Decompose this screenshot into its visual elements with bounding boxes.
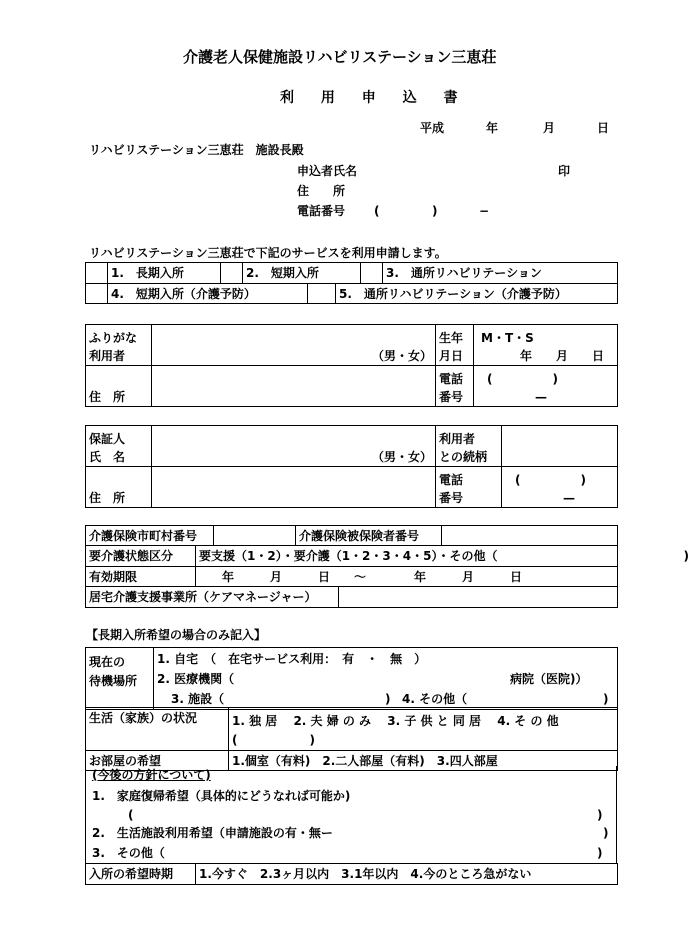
service-checkbox-5[interactable] — [308, 284, 336, 304]
phone-paren-open: ( — [374, 204, 380, 218]
policy-home-return[interactable]: 1. 家庭復帰希望（具体的にどうなれば可能か) — [92, 789, 351, 803]
furigana-label: ふりがな — [89, 331, 138, 345]
policy3-close: ) — [597, 846, 603, 860]
room-options[interactable]: 1.個室（有料) 2.二人部屋（有料) 3.四人部屋 — [229, 751, 618, 771]
relation-field[interactable] — [502, 426, 618, 467]
timing-options[interactable]: 1.今すぐ 2.3ヶ月以内 3.1年以内 4.今のところ急がない — [196, 864, 618, 885]
date-month: 月 — [543, 121, 556, 135]
form-subtitle: 利 用 申 込 書 — [280, 90, 469, 106]
service-checkbox-3[interactable] — [361, 263, 383, 284]
date-day: 日 — [597, 121, 610, 135]
guarantor-address-label: 住 所 — [86, 467, 152, 508]
guarantor-name-label: 氏 名 — [89, 450, 126, 464]
number-label: 番号 — [439, 390, 464, 404]
care-level-close: ) — [683, 549, 689, 563]
services-table-row2 — [85, 283, 618, 304]
living-table — [85, 707, 618, 771]
tel-label: 電話 — [439, 372, 464, 386]
insurance-table-row2 — [85, 545, 689, 587]
policy-heading: (今後の方針について) — [92, 768, 211, 782]
tel-paren: ( ) — [515, 473, 586, 487]
living-paren[interactable]: ( ) — [232, 733, 315, 748]
service-checkbox-1[interactable] — [86, 263, 108, 284]
birthdate-ymd: 年 月 日 — [519, 349, 604, 363]
tel-paren: ( ) — [487, 372, 558, 386]
policy-box — [85, 766, 617, 863]
applicant-phone-label: 電話番号 — [297, 204, 346, 218]
relation-label: 利用者 — [439, 432, 476, 446]
insured-no-label: 介護保険被保険者番号 — [296, 526, 442, 546]
guarantor-table — [85, 425, 618, 508]
guarantor-name-field[interactable] — [152, 426, 436, 467]
policy-facility-use[interactable]: 2. 生活施設利用希望（申請施設の有・無ー — [92, 826, 333, 840]
user-gender[interactable]: （男・女） — [371, 349, 432, 363]
care-manager-label: 居宅介護支援事業所（ケアマネージャー） — [86, 587, 339, 608]
user-table — [85, 324, 618, 407]
care-level-options[interactable]: 要支援（1・2）・要介護（1・2・3・4・5）・その他（ — [199, 549, 498, 563]
applicant-name-label: 申込者氏名 — [297, 164, 358, 178]
guarantor-gender[interactable]: （男・女） — [371, 450, 432, 464]
room-label: お部屋の希望 — [86, 751, 229, 771]
living-label: 生活（家族）の状況 — [86, 708, 229, 751]
timing-label: 入所の希望時期 — [86, 864, 196, 885]
policy-other[interactable]: 3. その他（ — [92, 846, 165, 860]
service-checkbox-2[interactable] — [221, 263, 243, 284]
care-level-label: 要介護状態区分 — [86, 546, 196, 567]
guarantor-label: 保証人 — [89, 432, 126, 446]
waiting-opt-medical[interactable] — [157, 673, 614, 693]
waiting-label-2: 待機場所 — [89, 674, 138, 689]
number-label: 番号 — [439, 491, 464, 505]
applicant-address-label: 住 所 — [297, 184, 346, 198]
user-phone-field[interactable] — [474, 366, 618, 407]
insured-no-field[interactable] — [442, 526, 618, 546]
era-options[interactable]: M・T・S — [481, 331, 534, 345]
user-label: 利用者 — [89, 349, 126, 363]
policy1-open: ( — [128, 808, 134, 822]
service-option: 1. 長期入所 — [108, 263, 221, 284]
timing-table — [85, 863, 618, 885]
date-year: 年 — [486, 121, 499, 135]
birthdate-field[interactable] — [474, 325, 618, 366]
form-title: 介護老人保健施設リハビリステーション三恵荘 — [183, 48, 497, 66]
intro-text: リハビリステーション三恵荘で下記のサービスを利用申請します。 — [89, 246, 447, 260]
insurance-table-row1 — [85, 525, 618, 546]
insurance-table-row3 — [85, 586, 618, 608]
tel-dash: — — [563, 491, 575, 505]
guarantor-address-field[interactable] — [152, 467, 436, 508]
living-options[interactable]: 1. 独 居 2. 夫 婦 の み 3. 子 供 と 同 居 4. そ の 他 — [232, 714, 559, 728]
service-option: 5. 通所リハビリテーション（介護予防） — [336, 284, 618, 304]
waiting-label: 現在の — [89, 655, 126, 669]
service-option: 3. 通所リハビリテーション — [383, 263, 618, 284]
valid-period-label: 有効期限 — [86, 567, 196, 587]
medical-label: 2. 医療機関（ — [157, 672, 235, 686]
tel-label: 電話 — [439, 473, 464, 487]
tel-dash: — — [535, 390, 547, 404]
service-option: 4. 短期入所（介護予防） — [108, 284, 308, 304]
relation-label-2: との続柄 — [439, 450, 488, 464]
user-name-field[interactable] — [152, 325, 436, 366]
long-term-heading: 【長期入所希望の場合のみ記入】 — [86, 628, 267, 642]
valid-period-field[interactable] — [196, 567, 618, 587]
waiting-place-table — [85, 647, 618, 710]
municipality-no-field[interactable] — [214, 526, 296, 546]
user-address-label: 住 所 — [86, 366, 152, 407]
seal-mark: 印 — [558, 164, 571, 178]
valid-period-range: 年 月 日 〜 年 月 日 — [222, 569, 523, 584]
phone-dash: − — [479, 204, 490, 218]
policy1-close: ) — [597, 808, 603, 822]
municipality-no-label: 介護保険市町村番号 — [86, 526, 214, 546]
birth-label-2: 月日 — [439, 349, 464, 363]
other-close: ) — [603, 692, 609, 706]
policy2-close: ) — [603, 826, 609, 840]
hospital-label: 病院（医院)） — [510, 672, 588, 686]
facility-close: ) — [385, 692, 391, 706]
care-level-field[interactable] — [196, 546, 689, 567]
service-option: 2. 短期入所 — [243, 263, 361, 284]
addressee: リハビリステーション三恵荘 施設長殿 — [89, 143, 304, 157]
guarantor-phone-field[interactable] — [502, 467, 618, 508]
date-era: 平成 — [420, 121, 445, 135]
care-manager-field[interactable] — [339, 587, 618, 608]
service-checkbox-4[interactable] — [86, 284, 108, 304]
phone-paren-close: ) — [432, 204, 438, 218]
services-table — [85, 262, 618, 284]
user-address-field[interactable] — [152, 366, 436, 407]
waiting-opt-home[interactable]: 1. 自宅 （ 在宅サービス利用： 有 ・ 無 ） — [157, 652, 427, 666]
birth-label: 生年 — [439, 331, 464, 345]
waiting-opt-facility[interactable]: 3. 施設（ — [171, 692, 225, 706]
waiting-opt-other[interactable]: 4. その他（ — [402, 692, 468, 706]
